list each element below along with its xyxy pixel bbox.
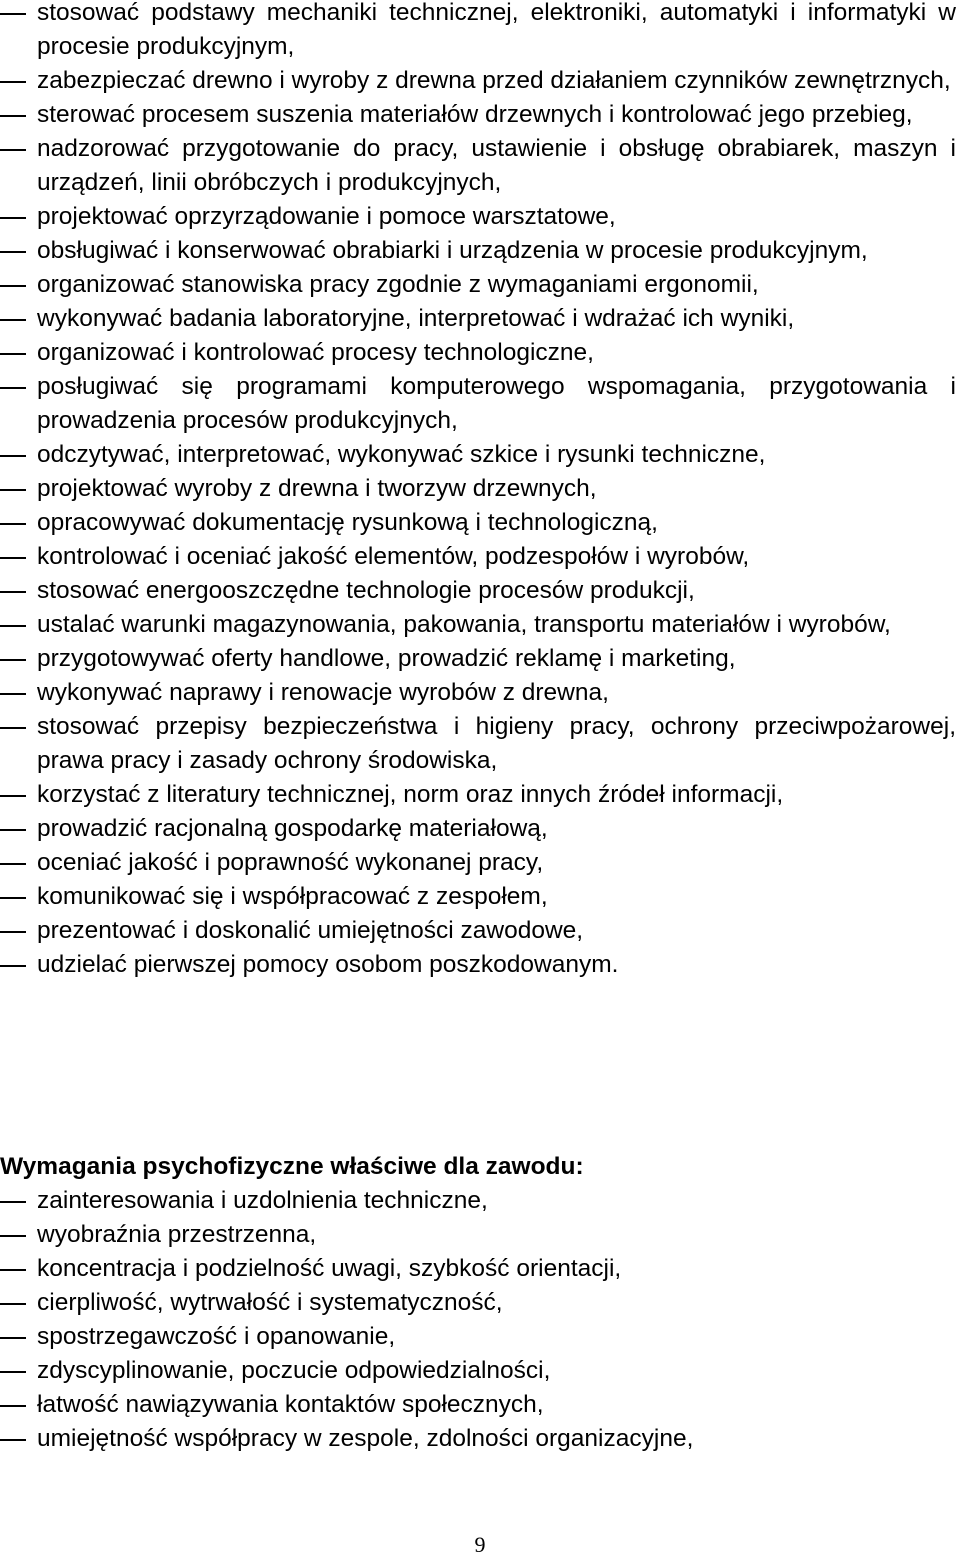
list-item: łatwość nawiązywania kontaktów społecznych,: [0, 1388, 960, 1422]
list-item: przygotowywać oferty handlowe, prowadzić reklamę i marketing,: [0, 642, 960, 676]
list-item: spostrzegawczość i opanowanie,: [0, 1320, 960, 1354]
list-item: organizować i kontrolować procesy technologiczne,: [0, 336, 960, 370]
list-item: koncentracja i podzielność uwagi, szybkość orientacji,: [0, 1252, 960, 1286]
list-item: komunikować się i współpracować z zespołem,: [0, 880, 960, 914]
list-item: stosować energooszczędne technologie procesów produkcji,: [0, 574, 960, 608]
list-item: projektować oprzyrządowanie i pomoce warsztatowe,: [0, 200, 960, 234]
list-item: kontrolować i oceniać jakość elementów, podzespołów i wyrobów,: [0, 540, 960, 574]
list-item: cierpliwość, wytrwałość i systematyczność,: [0, 1286, 960, 1320]
list-item: wyobraźnia przestrzenna,: [0, 1218, 960, 1252]
list-item: projektować wyroby z drewna i tworzyw drzewnych,: [0, 472, 960, 506]
list-item: odczytywać, interpretować, wykonywać szkice i rysunki techniczne,: [0, 438, 960, 472]
list-item: umiejętność współpracy w zespole, zdolności organizacyjne,: [0, 1422, 960, 1456]
list-item: zdyscyplinowanie, poczucie odpowiedzialności,: [0, 1354, 960, 1388]
list-item: prowadzić racjonalną gospodarkę materiałową,: [0, 812, 960, 846]
list-item: wykonywać naprawy i renowacje wyrobów z drewna,: [0, 676, 960, 710]
page-number: 9: [474, 1532, 486, 1557]
list-item: stosować przepisy bezpieczeństwa i higieny pracy, ochrony przeciwpożarowej, prawa pracy i zasady ochrony środowiska,: [0, 710, 960, 778]
list-item: organizować stanowiska pracy zgodnie z wymaganiami ergonomii,: [0, 268, 960, 302]
list-item: posługiwać się programami komputerowego wspomagania, przygotowania i prowadzenia procesów produkcyjnych,: [0, 370, 960, 438]
list-item: ustalać warunki magazynowania, pakowania, transportu materiałów i wyrobów,: [0, 608, 960, 642]
list-item: wykonywać badania laboratoryjne, interpretować i wdrażać ich wyniki,: [0, 302, 960, 336]
list-item: zainteresowania i uzdolnienia techniczne,: [0, 1184, 960, 1218]
list-item: oceniać jakość i poprawność wykonanej pracy,: [0, 846, 960, 880]
list-item: udzielać pierwszej pomocy osobom poszkodowanym.: [0, 948, 960, 982]
psychophysical-requirements-list: [0, 1184, 960, 1456]
list-item: prezentować i doskonalić umiejętności zawodowe,: [0, 914, 960, 948]
list-item: sterować procesem suszenia materiałów drzewnych i kontrolować jego przebieg,: [0, 98, 960, 132]
list-item: korzystać z literatury technicznej, norm oraz innych źródeł informacji,: [0, 778, 960, 812]
section-heading: Wymagania psychofizyczne właściwe dla zawodu:: [0, 1153, 584, 1180]
list-item: opracowywać dokumentację rysunkową i technologiczną,: [0, 506, 960, 540]
list-item: stosować podstawy mechaniki technicznej, elektroniki, automatyki i informatyki w procesie produkcyjnym,: [0, 0, 960, 64]
list-item: zabezpieczać drewno i wyroby z drewna przed działaniem czynników zewnętrznych,: [0, 64, 960, 98]
list-item: nadzorować przygotowanie do pracy, ustawienie i obsługę obrabiarek, maszyn i urządzeń, linii obróbczych i produkcyjnych,: [0, 132, 960, 200]
list-item: obsługiwać i konserwować obrabiarki i urządzenia w procesie produkcyjnym,: [0, 234, 960, 268]
